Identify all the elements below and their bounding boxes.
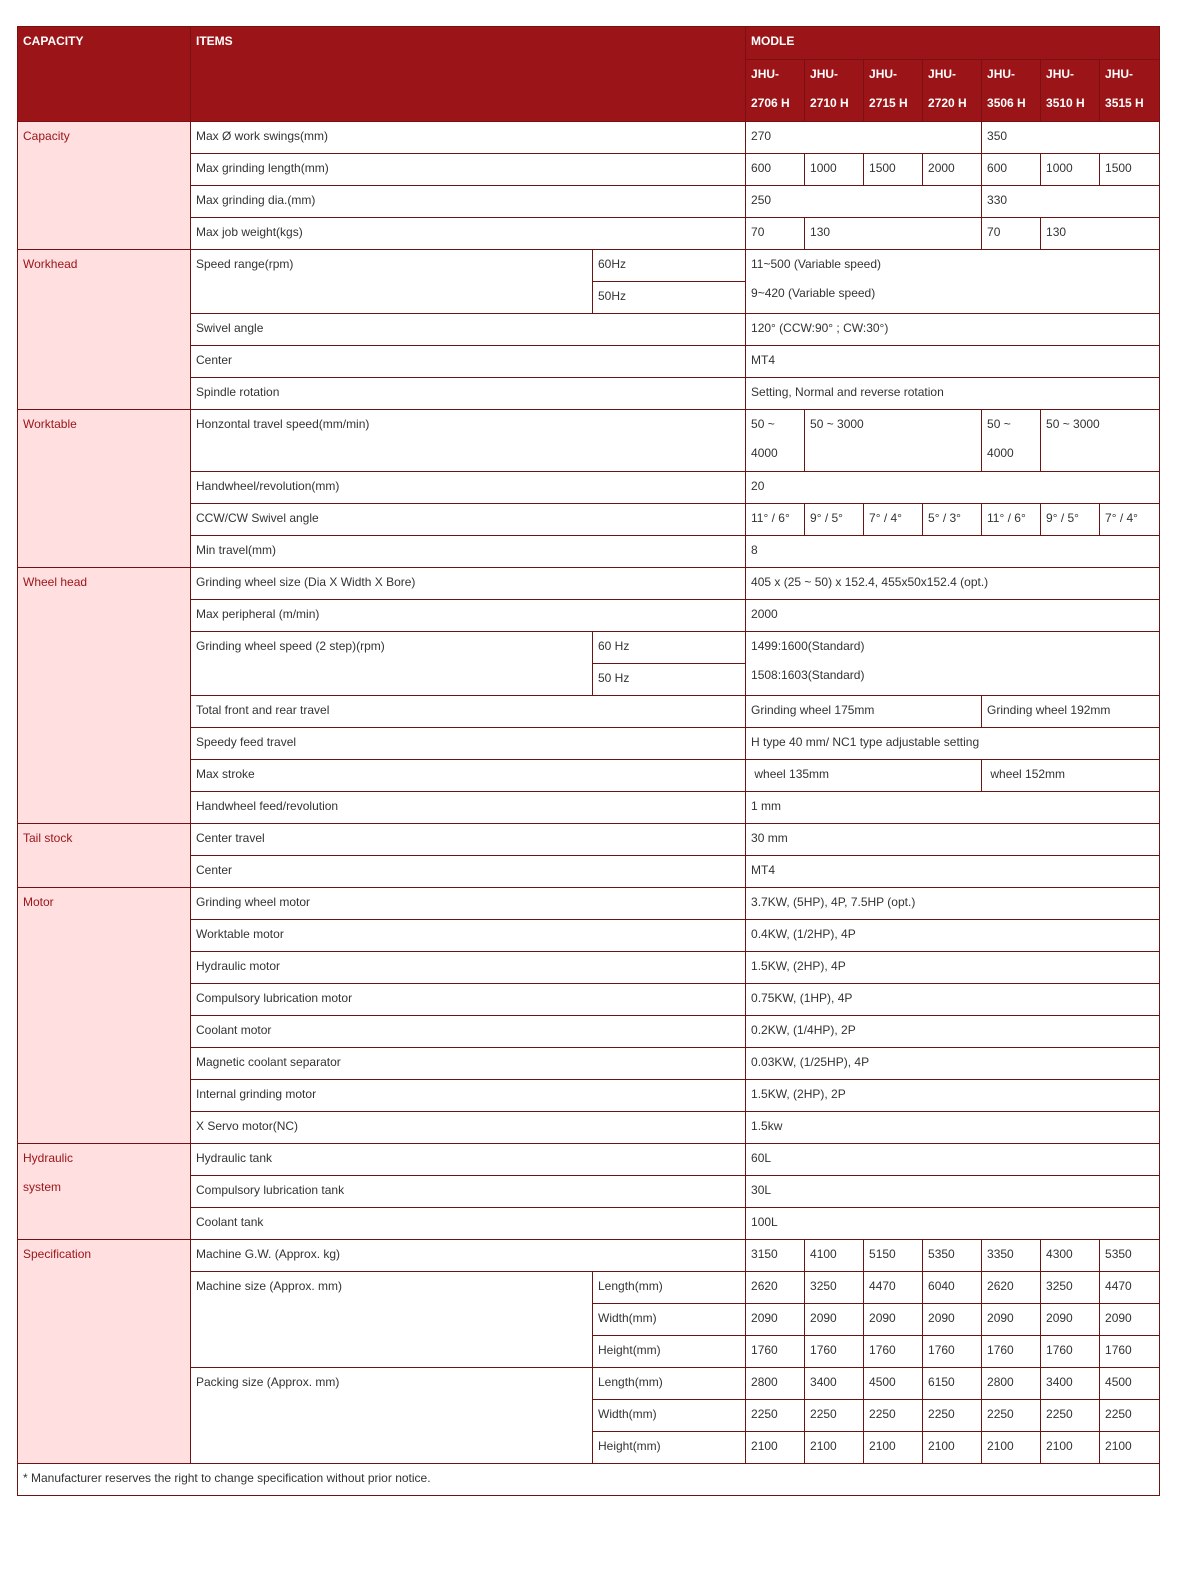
value-cell: 4300: [1041, 1240, 1100, 1272]
value-cell: 120° (CCW:90° ; CW:30°): [746, 314, 1160, 346]
value-cell: 2090: [1100, 1304, 1160, 1336]
model-3515h: JHU- 3515 H: [1100, 60, 1160, 122]
value-cell: 2250: [746, 1400, 805, 1432]
value-cell: 2100: [1041, 1432, 1100, 1464]
value-cell: 330: [982, 186, 1160, 218]
value-cell: 7° / 4°: [1100, 504, 1160, 536]
table-row: [18, 250, 1160, 282]
value-cell: 1500: [1100, 154, 1160, 186]
item-label: Compulsory lubrication motor: [191, 984, 746, 1016]
value-cell: 20: [746, 472, 1160, 504]
item-label: Grinding wheel motor: [191, 888, 746, 920]
value-cell: Setting, Normal and reverse rotation: [746, 378, 1160, 410]
value-cell: 2090: [805, 1304, 864, 1336]
value-cell: 8: [746, 536, 1160, 568]
category-capacity: Capacity: [18, 122, 191, 250]
item-label: Spindle rotation: [191, 378, 746, 410]
value-cell: 3400: [805, 1368, 864, 1400]
item-label: Max job weight(kgs): [191, 218, 746, 250]
value-cell: 30L: [746, 1176, 1160, 1208]
value-cell: 60L: [746, 1144, 1160, 1176]
model-2715h: JHU- 2715 H: [864, 60, 923, 122]
item-label: X Servo motor(NC): [191, 1112, 746, 1144]
model-2710h: JHU- 2710 H: [805, 60, 864, 122]
value-cell: 4500: [1100, 1368, 1160, 1400]
value-cell: 2090: [746, 1304, 805, 1336]
value-cell: 2100: [982, 1432, 1041, 1464]
value-cell: 2100: [746, 1432, 805, 1464]
value-cell: 5350: [1100, 1240, 1160, 1272]
value-cell: 2100: [805, 1432, 864, 1464]
category-specification: Specification: [18, 1240, 191, 1464]
sub-item-label: 50Hz: [593, 282, 746, 314]
value-cell: 5350: [923, 1240, 982, 1272]
value-cell: 50 ~ 4000: [746, 410, 805, 472]
value-cell: 2620: [746, 1272, 805, 1304]
item-label: Worktable motor: [191, 920, 746, 952]
item-label: Coolant motor: [191, 1016, 746, 1048]
value-cell: 2250: [923, 1400, 982, 1432]
item-label: Coolant tank: [191, 1208, 746, 1240]
value-cell: 1499:1600(Standard) 1508:1603(Standard): [746, 632, 1160, 696]
value-cell: 1 mm: [746, 792, 1160, 824]
value-cell: 1000: [1041, 154, 1100, 186]
value-cell: 2100: [923, 1432, 982, 1464]
category-worktable: Worktable: [18, 410, 191, 568]
value-cell: wheel 152mm: [982, 760, 1160, 792]
value-cell: 70: [746, 218, 805, 250]
category-hydraulic-system: Hydraulic system: [18, 1144, 191, 1240]
item-label: Machine size (Approx. mm): [191, 1272, 593, 1368]
table-row: [18, 1144, 1160, 1176]
footnote: * Manufacturer reserves the right to change specification without prior notice.: [18, 1464, 1160, 1496]
value-cell: 11° / 6°: [746, 504, 805, 536]
value-cell: 50 ~ 3000: [805, 410, 982, 472]
item-label: Handwheel/revolution(mm): [191, 472, 746, 504]
value-cell: 2090: [864, 1304, 923, 1336]
value-cell: 350: [982, 122, 1160, 154]
value-cell: 4100: [805, 1240, 864, 1272]
value-cell: MT4: [746, 346, 1160, 378]
header-row: [18, 27, 1160, 60]
table-row: [18, 410, 1160, 472]
value-cell: 6040: [923, 1272, 982, 1304]
item-label: Swivel angle: [191, 314, 746, 346]
item-label: Internal grinding motor: [191, 1080, 746, 1112]
value-cell: 6150: [923, 1368, 982, 1400]
item-label: Min travel(mm): [191, 536, 746, 568]
item-label: Speedy feed travel: [191, 728, 746, 760]
value-cell: 30 mm: [746, 824, 1160, 856]
sub-item-label: Length(mm): [593, 1272, 746, 1304]
value-cell: 1760: [805, 1336, 864, 1368]
value-cell: 2090: [923, 1304, 982, 1336]
value-cell: 600: [982, 154, 1041, 186]
header-items: ITEMS: [191, 27, 746, 122]
footnote-row: [18, 1464, 1160, 1496]
value-cell: 11° / 6°: [982, 504, 1041, 536]
sub-item-label: Width(mm): [593, 1304, 746, 1336]
item-label: Center: [191, 346, 746, 378]
value-cell: 7° / 4°: [864, 504, 923, 536]
category-workhead: Workhead: [18, 250, 191, 410]
item-label: Hydraulic motor: [191, 952, 746, 984]
header-capacity: CAPACITY: [18, 27, 191, 122]
item-label: Total front and rear travel: [191, 696, 746, 728]
category-motor: Motor: [18, 888, 191, 1144]
value-cell: 130: [805, 218, 982, 250]
value-cell: 600: [746, 154, 805, 186]
spec-table: [17, 26, 1160, 1496]
value-cell: 405 x (25 ~ 50) x 152.4, 455x50x152.4 (opt.): [746, 568, 1160, 600]
value-cell: 100L: [746, 1208, 1160, 1240]
value-cell: 11~500 (Variable speed) 9~420 (Variable speed): [746, 250, 1160, 314]
value-cell: 1000: [805, 154, 864, 186]
value-cell: 270: [746, 122, 982, 154]
value-cell: 0.03KW, (1/25HP), 4P: [746, 1048, 1160, 1080]
value-cell: 50 ~ 3000: [1041, 410, 1160, 472]
value-cell: 2250: [982, 1400, 1041, 1432]
value-cell: 1760: [864, 1336, 923, 1368]
table-row: [18, 568, 1160, 600]
value-cell: 130: [1041, 218, 1160, 250]
value-cell: 0.4KW, (1/2HP), 4P: [746, 920, 1160, 952]
sub-item-label: 60Hz: [593, 250, 746, 282]
table-row: [18, 1240, 1160, 1272]
value-cell: 1760: [746, 1336, 805, 1368]
value-cell: 1760: [1100, 1336, 1160, 1368]
item-label: Compulsory lubrication tank: [191, 1176, 746, 1208]
value-cell: 2250: [1100, 1400, 1160, 1432]
item-label: CCW/CW Swivel angle: [191, 504, 746, 536]
value-cell: 4500: [864, 1368, 923, 1400]
value-cell: 5150: [864, 1240, 923, 1272]
value-cell: 1760: [982, 1336, 1041, 1368]
value-cell: 2800: [746, 1368, 805, 1400]
value-cell: Grinding wheel 175mm: [746, 696, 982, 728]
sub-item-label: Width(mm): [593, 1400, 746, 1432]
item-label: Max grinding length(mm): [191, 154, 746, 186]
sub-item-label: 50 Hz: [593, 664, 746, 696]
value-cell: 2250: [864, 1400, 923, 1432]
header-model: MODLE: [746, 27, 1160, 60]
value-cell: 250: [746, 186, 982, 218]
value-cell: 3150: [746, 1240, 805, 1272]
sub-item-label: Height(mm): [593, 1336, 746, 1368]
item-label: Speed range(rpm): [191, 250, 593, 314]
table-row: [18, 888, 1160, 920]
value-cell: Grinding wheel 192mm: [982, 696, 1160, 728]
value-cell: 1760: [923, 1336, 982, 1368]
value-cell: 0.75KW, (1HP), 4P: [746, 984, 1160, 1016]
item-label: Magnetic coolant separator: [191, 1048, 746, 1080]
sub-item-label: Height(mm): [593, 1432, 746, 1464]
value-cell: 5° / 3°: [923, 504, 982, 536]
value-cell: 1.5KW, (2HP), 4P: [746, 952, 1160, 984]
item-label: Honzontal travel speed(mm/min): [191, 410, 746, 472]
item-label: Hydraulic tank: [191, 1144, 746, 1176]
value-cell: 2090: [982, 1304, 1041, 1336]
item-label: Center travel: [191, 824, 746, 856]
item-label: Center: [191, 856, 746, 888]
value-cell: 50 ~ 4000: [982, 410, 1041, 472]
value-cell: 3250: [805, 1272, 864, 1304]
sub-item-label: Length(mm): [593, 1368, 746, 1400]
value-cell: 3350: [982, 1240, 1041, 1272]
model-3510h: JHU- 3510 H: [1041, 60, 1100, 122]
table-row: [18, 824, 1160, 856]
value-cell: 1500: [864, 154, 923, 186]
value-cell: 70: [982, 218, 1041, 250]
value-cell: 2620: [982, 1272, 1041, 1304]
value-cell: 3400: [1041, 1368, 1100, 1400]
value-cell: 2000: [923, 154, 982, 186]
value-cell: 0.2KW, (1/4HP), 2P: [746, 1016, 1160, 1048]
table-row: [18, 122, 1160, 154]
value-cell: 4470: [864, 1272, 923, 1304]
value-cell: 2250: [805, 1400, 864, 1432]
value-cell: 1.5KW, (2HP), 2P: [746, 1080, 1160, 1112]
value-cell: 3250: [1041, 1272, 1100, 1304]
item-label: Grinding wheel speed (2 step)(rpm): [191, 632, 593, 696]
model-3506h: JHU- 3506 H: [982, 60, 1041, 122]
model-2720h: JHU- 2720 H: [923, 60, 982, 122]
item-label: Machine G.W. (Approx. kg): [191, 1240, 746, 1272]
value-cell: 2090: [1041, 1304, 1100, 1336]
value-cell: 4470: [1100, 1272, 1160, 1304]
item-label: Handwheel feed/revolution: [191, 792, 746, 824]
value-cell: wheel 135mm: [746, 760, 982, 792]
value-cell: 1.5kw: [746, 1112, 1160, 1144]
value-cell: 1760: [1041, 1336, 1100, 1368]
value-cell: 2000: [746, 600, 1160, 632]
item-label: Packing size (Approx. mm): [191, 1368, 593, 1464]
sub-item-label: 60 Hz: [593, 632, 746, 664]
item-label: Grinding wheel size (Dia X Width X Bore): [191, 568, 746, 600]
item-label: Max Ø work swings(mm): [191, 122, 746, 154]
item-label: Max grinding dia.(mm): [191, 186, 746, 218]
value-cell: MT4: [746, 856, 1160, 888]
category-wheel-head: Wheel head: [18, 568, 191, 824]
value-cell: 2800: [982, 1368, 1041, 1400]
model-2706h: JHU- 2706 H: [746, 60, 805, 122]
value-cell: 2250: [1041, 1400, 1100, 1432]
value-cell: 2100: [1100, 1432, 1160, 1464]
value-cell: 3.7KW, (5HP), 4P, 7.5HP (opt.): [746, 888, 1160, 920]
item-label: Max peripheral (m/min): [191, 600, 746, 632]
value-cell: 2100: [864, 1432, 923, 1464]
category-tail-stock: Tail stock: [18, 824, 191, 888]
value-cell: 9° / 5°: [1041, 504, 1100, 536]
item-label: Max stroke: [191, 760, 746, 792]
value-cell: H type 40 mm/ NC1 type adjustable setting: [746, 728, 1160, 760]
value-cell: 9° / 5°: [805, 504, 864, 536]
